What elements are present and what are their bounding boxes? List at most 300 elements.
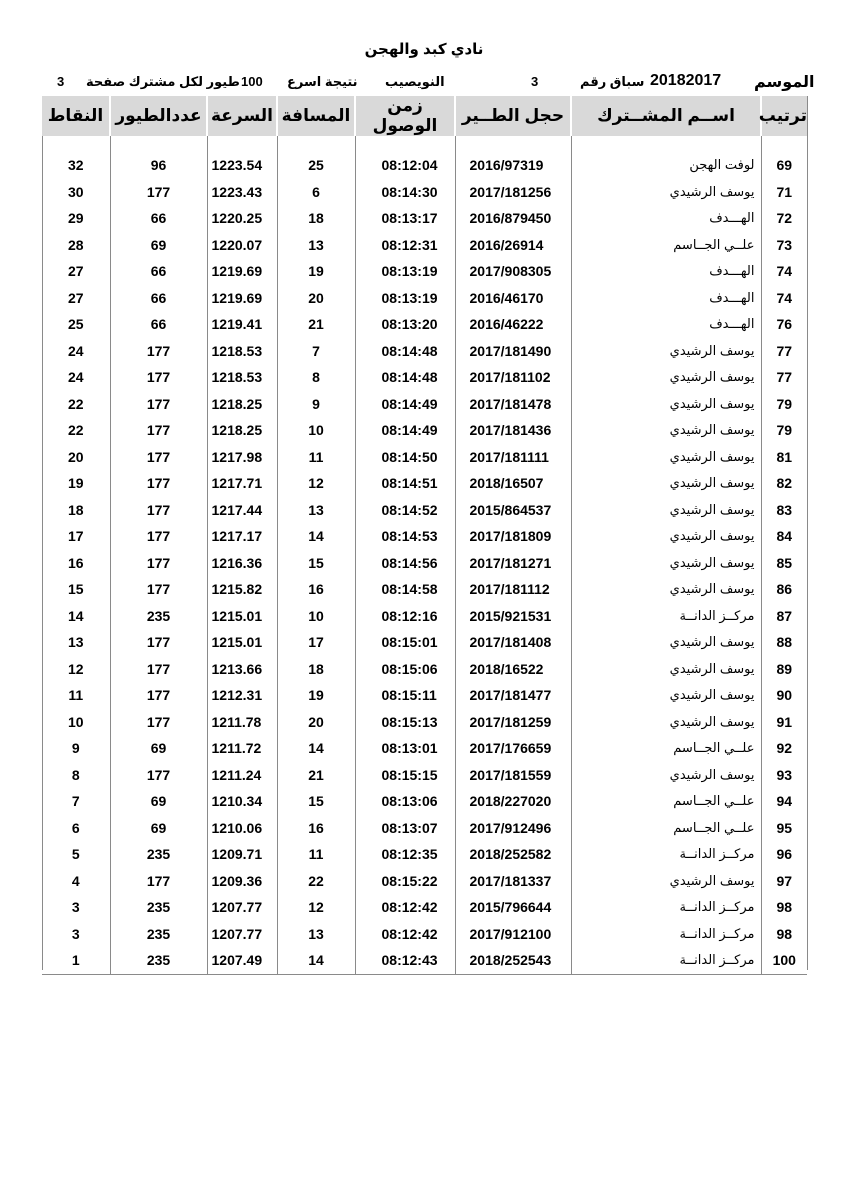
table-row — [42, 364, 807, 391]
cell-distance: 18 — [277, 205, 355, 232]
cell-distance: 10 — [277, 603, 355, 630]
cell-rank: 77 — [761, 364, 807, 391]
cell-ring-number: 2017/912100 — [455, 921, 571, 948]
cell-speed: 1217.44 — [207, 497, 277, 524]
cell-points: 16 — [67, 554, 84, 571]
cell-arrival-time: 08:14:30 — [355, 179, 455, 206]
club-title: نادي كبد والهجن — [364, 41, 484, 58]
spacer-row — [42, 136, 807, 152]
result-label: نتيجة اسرع — [287, 74, 358, 89]
cell-arrival-time: 08:14:58 — [355, 576, 455, 603]
cell-birds-count: 177 — [110, 629, 207, 656]
cell-participant-name: يوسف الرشيدي — [571, 682, 761, 709]
cell-distance: 19 — [277, 258, 355, 285]
season-label: الموسم — [754, 74, 815, 91]
cell-distance: 14 — [277, 735, 355, 762]
cell-birds-count: 66 — [110, 258, 207, 285]
cell-ring-number: 2018/252543 — [455, 947, 571, 974]
cell-birds-count: 66 — [110, 205, 207, 232]
cell-participant-name: علــي الجــاسم — [571, 735, 761, 762]
cell-ring-number: 2017/908305 — [455, 258, 571, 285]
table-row — [42, 391, 807, 418]
cell-participant-name: مركــز الدانــة — [571, 894, 761, 921]
header-rank: ترتيب — [761, 96, 807, 136]
header-distance: المسافة — [277, 96, 355, 136]
race-info-line — [42, 72, 815, 94]
cell-participant-name: يوسف الرشيدي — [571, 444, 761, 471]
cell-rank: 97 — [761, 868, 807, 895]
table-row — [42, 788, 807, 815]
cell-ring-number: 2017/181436 — [455, 417, 571, 444]
cell-rank: 74 — [761, 285, 807, 312]
cell-ring-number: 2018/16522 — [455, 656, 571, 683]
table-row — [42, 258, 807, 285]
cell-distance: 22 — [277, 868, 355, 895]
cell-participant-name: مركــز الدانــة — [571, 603, 761, 630]
cell-birds-count: 177 — [110, 364, 207, 391]
result-count: 100 — [241, 74, 263, 89]
cell-rank: 71 — [761, 179, 807, 206]
cell-points: 11 — [68, 687, 84, 704]
table-row — [42, 603, 807, 630]
header-speed: السرعة — [207, 96, 277, 136]
cell-distance: 12 — [277, 894, 355, 921]
cell-ring-number: 2015/796644 — [455, 894, 571, 921]
cell-speed: 1210.06 — [207, 815, 277, 842]
cell-ring-number: 2015/864537 — [455, 497, 571, 524]
cell-ring-number: 2016/97319 — [455, 152, 571, 179]
cell-speed: 1207.77 — [207, 894, 277, 921]
cell-arrival-time: 08:15:15 — [355, 762, 455, 789]
header-birds-count: عددالطيور — [110, 96, 207, 136]
cell-rank: 82 — [761, 470, 807, 497]
cell-ring-number: 2017/181102 — [455, 364, 571, 391]
cell-participant-name: يوسف الرشيدي — [571, 576, 761, 603]
cell-rank: 98 — [761, 894, 807, 921]
cell-points: 8 — [71, 766, 80, 783]
cell-birds-count: 235 — [110, 841, 207, 868]
cell-birds-count: 177 — [110, 470, 207, 497]
cell-arrival-time: 08:15:22 — [355, 868, 455, 895]
cell-speed: 1212.31 — [207, 682, 277, 709]
cell-participant-name: يوسف الرشيدي — [571, 364, 761, 391]
cell-birds-count: 177 — [110, 656, 207, 683]
cell-points: 14 — [67, 607, 84, 624]
cell-ring-number: 2017/181559 — [455, 762, 571, 789]
cell-participant-name: علــي الجــاسم — [571, 815, 761, 842]
cell-rank: 85 — [761, 550, 807, 577]
cell-participant-name: الهـــدف — [571, 311, 761, 338]
cell-points: 28 — [67, 236, 84, 253]
cell-participant-name: علــي الجــاسم — [571, 788, 761, 815]
cell-birds-count: 69 — [110, 788, 207, 815]
cell-speed: 1215.82 — [207, 576, 277, 603]
cell-rank: 89 — [761, 656, 807, 683]
cell-participant-name: يوسف الرشيدي — [571, 868, 761, 895]
results-table — [42, 96, 807, 975]
cell-distance: 20 — [277, 709, 355, 736]
cell-birds-count: 69 — [110, 735, 207, 762]
cell-rank: 100 — [761, 947, 807, 974]
cell-points: 27 — [67, 263, 84, 280]
cell-rank: 77 — [761, 338, 807, 365]
cell-rank: 81 — [761, 444, 807, 471]
cell-distance: 16 — [277, 576, 355, 603]
cell-distance: 6 — [277, 179, 355, 206]
cell-participant-name: يوسف الرشيدي — [571, 629, 761, 656]
cell-arrival-time: 08:13:19 — [355, 258, 455, 285]
cell-speed: 1220.07 — [207, 232, 277, 259]
cell-points: 5 — [71, 846, 80, 863]
cell-speed: 1217.71 — [207, 470, 277, 497]
cell-arrival-time: 08:15:01 — [355, 629, 455, 656]
cell-birds-count: 235 — [110, 603, 207, 630]
cell-participant-name: لوفت الهجن — [571, 152, 761, 179]
cell-points: 32 — [67, 157, 84, 174]
cell-points: 22 — [67, 395, 84, 412]
cell-birds-count: 177 — [110, 444, 207, 471]
table-row — [42, 735, 807, 762]
table-row — [42, 894, 807, 921]
cell-arrival-time: 08:12:42 — [355, 921, 455, 948]
cell-birds-count: 177 — [110, 179, 207, 206]
cell-participant-name: يوسف الرشيدي — [571, 179, 761, 206]
season-value: 20182017 — [650, 72, 722, 89]
cell-distance: 25 — [277, 152, 355, 179]
cell-arrival-time: 08:12:42 — [355, 894, 455, 921]
cell-points: 6 — [71, 819, 80, 836]
cell-arrival-time: 08:12:43 — [355, 947, 455, 974]
cell-rank: 84 — [761, 523, 807, 550]
cell-participant-name: مركــز الدانــة — [571, 921, 761, 948]
cell-rank: 76 — [761, 311, 807, 338]
cell-distance: 19 — [277, 682, 355, 709]
cell-distance: 13 — [277, 921, 355, 948]
cell-points: 9 — [71, 740, 80, 757]
cell-ring-number: 2016/26914 — [455, 232, 571, 259]
cell-ring-number: 2017/176659 — [455, 735, 571, 762]
header-ring: حجل الطــير — [455, 96, 571, 136]
cell-participant-name: يوسف الرشيدي — [571, 391, 761, 418]
cell-speed: 1218.53 — [207, 338, 277, 365]
cell-ring-number: 2017/181259 — [455, 709, 571, 736]
cell-ring-number: 2017/181112 — [455, 576, 571, 603]
cell-distance: 12 — [277, 470, 355, 497]
cell-speed: 1213.66 — [207, 656, 277, 683]
cell-birds-count: 177 — [110, 550, 207, 577]
cell-rank: 98 — [761, 921, 807, 948]
cell-points: 20 — [67, 448, 84, 465]
cell-birds-count: 235 — [110, 894, 207, 921]
cell-arrival-time: 08:14:51 — [355, 470, 455, 497]
cell-distance: 11 — [277, 841, 355, 868]
cell-arrival-time: 08:15:11 — [355, 682, 455, 709]
table-row — [42, 841, 807, 868]
table-row — [42, 629, 807, 656]
table-row — [42, 523, 807, 550]
cell-birds-count: 69 — [110, 815, 207, 842]
cell-arrival-time: 08:12:31 — [355, 232, 455, 259]
cell-speed: 1217.17 — [207, 523, 277, 550]
cell-rank: 79 — [761, 417, 807, 444]
cell-speed: 1211.78 — [207, 709, 277, 736]
table-row — [42, 444, 807, 471]
cell-distance: 10 — [277, 417, 355, 444]
cell-arrival-time: 08:15:06 — [355, 656, 455, 683]
cell-birds-count: 177 — [110, 338, 207, 365]
cell-distance: 15 — [277, 550, 355, 577]
page-number: 3 — [57, 74, 65, 89]
cell-ring-number: 2017/181478 — [455, 391, 571, 418]
cell-rank: 94 — [761, 788, 807, 815]
cell-speed: 1210.34 — [207, 788, 277, 815]
cell-birds-count: 66 — [110, 311, 207, 338]
table-row — [42, 868, 807, 895]
cell-arrival-time: 08:12:16 — [355, 603, 455, 630]
table-row — [42, 470, 807, 497]
cell-arrival-time: 08:15:13 — [355, 709, 455, 736]
cell-distance: 16 — [277, 815, 355, 842]
cell-rank: 87 — [761, 603, 807, 630]
cell-points: 4 — [71, 872, 80, 889]
cell-speed: 1207.77 — [207, 921, 277, 948]
cell-birds-count: 177 — [110, 391, 207, 418]
table-row — [42, 179, 807, 206]
cell-ring-number: 2017/181256 — [455, 179, 571, 206]
cell-points: 29 — [67, 210, 84, 227]
cell-birds-count: 177 — [110, 417, 207, 444]
cell-rank: 74 — [761, 258, 807, 285]
cell-ring-number: 2017/181408 — [455, 629, 571, 656]
cell-arrival-time: 08:14:49 — [355, 417, 455, 444]
race-number: 3 — [531, 74, 539, 89]
cell-distance: 13 — [277, 497, 355, 524]
cell-arrival-time: 08:14:49 — [355, 391, 455, 418]
cell-points: 18 — [67, 501, 84, 518]
cell-distance: 18 — [277, 656, 355, 683]
cell-rank: 96 — [761, 841, 807, 868]
table-row — [42, 152, 807, 179]
cell-participant-name: مركــز الدانــة — [571, 841, 761, 868]
cell-birds-count: 177 — [110, 709, 207, 736]
cell-distance: 21 — [277, 311, 355, 338]
table-row — [42, 497, 807, 524]
cell-ring-number: 2016/46170 — [455, 285, 571, 312]
cell-birds-count: 177 — [110, 497, 207, 524]
cell-arrival-time: 08:13:01 — [355, 735, 455, 762]
cell-rank: 93 — [761, 762, 807, 789]
cell-distance: 11 — [277, 444, 355, 471]
cell-ring-number: 2018/227020 — [455, 788, 571, 815]
cell-speed: 1218.25 — [207, 391, 277, 418]
cell-distance: 9 — [277, 391, 355, 418]
cell-speed: 1209.36 — [207, 868, 277, 895]
table-row — [42, 709, 807, 736]
cell-arrival-time: 08:12:04 — [355, 152, 455, 179]
table-row — [42, 285, 807, 312]
header-arrival-time: زمن الوصول — [355, 96, 455, 136]
cell-distance: 20 — [277, 285, 355, 312]
header-name: اســم المشــترك — [571, 96, 761, 136]
cell-arrival-time: 08:14:50 — [355, 444, 455, 471]
table-row — [42, 815, 807, 842]
cell-points: 22 — [67, 422, 84, 439]
cell-rank: 92 — [761, 735, 807, 762]
cell-speed: 1215.01 — [207, 629, 277, 656]
table-row — [42, 550, 807, 577]
cell-points: 19 — [67, 475, 84, 492]
cell-participant-name: علــي الجــاسم — [571, 232, 761, 259]
cell-arrival-time: 08:14:48 — [355, 338, 455, 365]
table-row — [42, 921, 807, 948]
cell-participant-name: يوسف الرشيدي — [571, 417, 761, 444]
cell-ring-number: 2017/181271 — [455, 550, 571, 577]
cell-ring-number: 2016/879450 — [455, 205, 571, 232]
cell-speed: 1223.43 — [207, 179, 277, 206]
cell-arrival-time: 08:13:20 — [355, 311, 455, 338]
cell-speed: 1218.25 — [207, 417, 277, 444]
table-row — [42, 311, 807, 338]
cell-birds-count: 69 — [110, 232, 207, 259]
table-row — [42, 417, 807, 444]
cell-ring-number: 2015/921531 — [455, 603, 571, 630]
cell-distance: 14 — [277, 523, 355, 550]
cell-speed: 1218.53 — [207, 364, 277, 391]
birds-per-page-label: طيور لكل مشترك صفحة — [86, 74, 240, 89]
cell-participant-name: مركــز الدانــة — [571, 947, 761, 974]
cell-arrival-time: 08:13:06 — [355, 788, 455, 815]
cell-points: 13 — [67, 634, 84, 651]
cell-points: 1 — [42, 947, 110, 974]
cell-speed: 1219.69 — [207, 258, 277, 285]
cell-rank: 79 — [761, 391, 807, 418]
cell-arrival-time: 08:13:07 — [355, 815, 455, 842]
cell-speed: 1223.54 — [207, 152, 277, 179]
cell-points: 27 — [67, 289, 84, 306]
cell-speed: 1219.41 — [207, 311, 277, 338]
table-header-row — [42, 96, 807, 136]
cell-points: 3 — [71, 899, 80, 916]
table-row — [42, 762, 807, 789]
cell-distance: 13 — [277, 232, 355, 259]
cell-points: 17 — [67, 528, 84, 545]
cell-speed: 1211.72 — [207, 735, 277, 762]
table-row — [42, 338, 807, 365]
cell-points: 24 — [67, 369, 84, 386]
cell-rank: 95 — [761, 815, 807, 842]
cell-birds-count: 177 — [110, 868, 207, 895]
table-row — [42, 947, 807, 974]
cell-rank: 88 — [761, 629, 807, 656]
cell-participant-name: الهـــدف — [571, 285, 761, 312]
cell-ring-number: 2017/181477 — [455, 682, 571, 709]
cell-ring-number: 2018/16507 — [455, 470, 571, 497]
table-row — [42, 576, 807, 603]
cell-arrival-time: 08:13:19 — [355, 285, 455, 312]
cell-participant-name: يوسف الرشيدي — [571, 656, 761, 683]
cell-ring-number: 2017/181337 — [455, 868, 571, 895]
cell-arrival-time: 08:14:53 — [355, 523, 455, 550]
cell-distance: 8 — [277, 364, 355, 391]
cell-distance: 14 — [277, 947, 355, 974]
cell-participant-name: يوسف الرشيدي — [571, 523, 761, 550]
cell-points: 15 — [67, 581, 84, 598]
cell-ring-number: 2017/912496 — [455, 815, 571, 842]
header-points: النقاط — [42, 96, 110, 136]
cell-ring-number: 2016/46222 — [455, 311, 571, 338]
cell-birds-count: 177 — [110, 523, 207, 550]
cell-participant-name: يوسف الرشيدي — [571, 338, 761, 365]
cell-participant-name: الهـــدف — [571, 205, 761, 232]
cell-speed: 1211.24 — [207, 762, 277, 789]
cell-birds-count: 235 — [110, 921, 207, 948]
cell-birds-count: 177 — [110, 682, 207, 709]
cell-speed: 1209.71 — [207, 841, 277, 868]
cell-arrival-time: 08:14:48 — [355, 364, 455, 391]
cell-participant-name: يوسف الرشيدي — [571, 497, 761, 524]
cell-arrival-time: 08:13:17 — [355, 205, 455, 232]
cell-speed: 1220.25 — [207, 205, 277, 232]
cell-rank: 69 — [761, 152, 807, 179]
cell-points: 3 — [71, 925, 80, 942]
cell-rank: 91 — [761, 709, 807, 736]
cell-points: 30 — [67, 183, 84, 200]
cell-distance: 15 — [277, 788, 355, 815]
cell-rank: 86 — [761, 576, 807, 603]
cell-participant-name: يوسف الرشيدي — [571, 709, 761, 736]
cell-birds-count: 177 — [110, 576, 207, 603]
table-row — [42, 232, 807, 259]
cell-birds-count: 235 — [110, 947, 207, 974]
cell-ring-number: 2017/181490 — [455, 338, 571, 365]
cell-rank: 90 — [761, 682, 807, 709]
cell-points: 12 — [67, 660, 84, 677]
cell-speed: 1207.49 — [207, 947, 277, 974]
race-location: النويصيب — [385, 74, 445, 89]
table-row — [42, 682, 807, 709]
cell-participant-name: يوسف الرشيدي — [571, 550, 761, 577]
cell-points: 7 — [71, 793, 80, 810]
cell-points: 24 — [67, 342, 84, 359]
cell-speed: 1217.98 — [207, 444, 277, 471]
cell-participant-name: يوسف الرشيدي — [571, 470, 761, 497]
cell-points: 25 — [67, 316, 84, 333]
cell-ring-number: 2017/181111 — [455, 444, 571, 471]
cell-speed: 1215.01 — [207, 603, 277, 630]
cell-distance: 21 — [277, 762, 355, 789]
cell-arrival-time: 08:14:56 — [355, 550, 455, 577]
cell-ring-number: 2018/252582 — [455, 841, 571, 868]
cell-speed: 1216.36 — [207, 550, 277, 577]
cell-distance: 7 — [277, 338, 355, 365]
race-label: سباق رقم — [580, 74, 645, 89]
cell-participant-name: الهـــدف — [571, 258, 761, 285]
cell-rank: 83 — [761, 497, 807, 524]
cell-distance: 17 — [277, 629, 355, 656]
cell-birds-count: 177 — [110, 762, 207, 789]
cell-points: 10 — [67, 713, 84, 730]
table-row — [42, 656, 807, 683]
cell-arrival-time: 08:14:52 — [355, 497, 455, 524]
cell-speed: 1219.69 — [207, 285, 277, 312]
cell-ring-number: 2017/181809 — [455, 523, 571, 550]
cell-rank: 72 — [761, 205, 807, 232]
table-row — [42, 205, 807, 232]
cell-birds-count: 66 — [110, 285, 207, 312]
cell-arrival-time: 08:12:35 — [355, 841, 455, 868]
cell-birds-count: 96 — [110, 152, 207, 179]
cell-rank: 73 — [761, 232, 807, 259]
